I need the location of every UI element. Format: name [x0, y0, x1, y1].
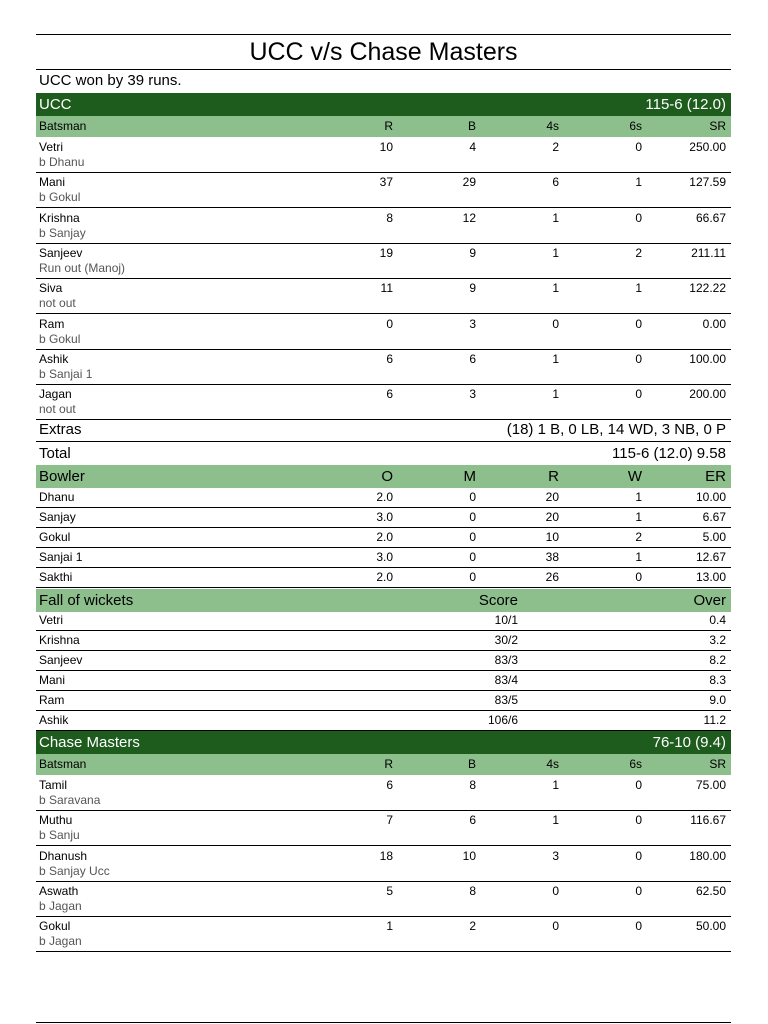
fow-over: 11.2	[703, 713, 726, 727]
innings2-batting-header	[36, 754, 731, 775]
strike-rate: 50.00	[695, 919, 726, 934]
strike-rate: 75.00	[695, 778, 726, 792]
runs: 6	[386, 387, 393, 402]
col-runs-conceded: R	[548, 468, 559, 485]
fow-over: 8.2	[709, 653, 726, 667]
sixes: 0	[635, 351, 642, 366]
economy: 12.67	[695, 550, 726, 564]
col-strike-rate: SR	[709, 119, 726, 133]
dismissal: b Sanjai 1	[39, 366, 93, 381]
fours: 1	[552, 210, 559, 225]
fow-row	[36, 711, 731, 731]
fow-row	[36, 671, 731, 691]
balls: 2	[469, 919, 476, 934]
match-result: UCC won by 39 runs.	[39, 72, 182, 89]
dismissal: not out	[39, 402, 76, 417]
innings1-bowling-header	[36, 465, 731, 488]
fow-row	[36, 651, 731, 671]
overs: 2.0	[376, 570, 393, 584]
batsman-name: Muthu	[39, 813, 73, 828]
fow-batsman: Ashik	[39, 713, 69, 727]
col-maidens: M	[463, 468, 476, 485]
col-balls: B	[467, 119, 476, 133]
batsman-row	[36, 349, 731, 385]
balls: 29	[462, 175, 476, 190]
sixes: 0	[635, 387, 642, 402]
extras-value: (18) 1 B, 0 LB, 14 WD, 3 NB, 0 P	[506, 421, 726, 438]
strike-rate: 62.50	[695, 883, 726, 898]
col-fours: 4s	[546, 119, 559, 133]
fow-batsman: Sanjeev	[39, 653, 83, 667]
maidens: 0	[469, 530, 476, 544]
economy: 5.00	[702, 530, 726, 544]
wickets: 1	[635, 550, 642, 564]
balls: 3	[469, 387, 476, 402]
fours: 2	[552, 140, 559, 154]
col-batsman: Batsman	[39, 119, 87, 133]
balls: 12	[462, 210, 476, 225]
col-sixes: 6s	[629, 757, 642, 771]
batsman-row	[36, 137, 731, 173]
batsman-row	[36, 916, 731, 952]
runs: 19	[379, 245, 393, 260]
col-overs: O	[381, 468, 393, 485]
fours: 1	[552, 813, 559, 828]
innings2-header	[36, 731, 731, 754]
innings2-team: Chase Masters	[39, 734, 140, 751]
overs: 3.0	[376, 550, 393, 564]
col-bowler: Bowler	[39, 468, 85, 485]
dismissal: b Gokul	[39, 190, 81, 205]
batsman-name: Aswath	[39, 883, 79, 898]
bowler-row	[36, 568, 731, 588]
strike-rate: 200.00	[689, 387, 726, 402]
batsman-row	[36, 172, 731, 208]
fow-batsman: Krishna	[39, 633, 80, 647]
dismissal: b Saravana	[39, 793, 101, 807]
col-strike-rate: SR	[709, 757, 726, 771]
runs: 37	[379, 175, 393, 190]
fours: 1	[552, 245, 559, 260]
batsman-name: Jagan	[39, 387, 72, 402]
fours: 0	[552, 316, 559, 331]
fours: 1	[552, 351, 559, 366]
batsman-name: Gokul	[39, 919, 71, 934]
fow-score: 30/2	[494, 633, 518, 647]
runs: 0	[386, 316, 393, 331]
bowler-name: Sanjai 1	[39, 550, 83, 564]
batsman-name: Sanjeev	[39, 245, 83, 260]
runs-conceded: 26	[545, 570, 559, 584]
batsman-row	[36, 881, 731, 917]
strike-rate: 116.67	[690, 813, 726, 828]
col-fow-score: Score	[478, 592, 518, 609]
sixes: 1	[635, 281, 642, 296]
fow-score: 83/4	[494, 673, 518, 687]
balls: 6	[469, 351, 476, 366]
runs: 18	[379, 848, 393, 863]
balls: 10	[462, 848, 476, 863]
dismissal: b Dhanu	[39, 155, 85, 169]
sixes: 0	[635, 316, 642, 331]
runs-conceded: 20	[545, 510, 559, 524]
balls: 8	[469, 778, 476, 792]
batsman-row	[36, 243, 731, 279]
innings1-extras	[36, 418, 731, 442]
total-value: 115-6 (12.0) 9.58	[612, 445, 726, 462]
sixes: 0	[635, 140, 642, 154]
col-fall-of-wickets: Fall of wickets	[39, 592, 134, 609]
batsman-row	[36, 314, 731, 350]
runs: 8	[386, 210, 393, 225]
sixes: 2	[635, 245, 642, 260]
bowler-name: Sakthi	[39, 570, 73, 584]
overs: 3.0	[376, 510, 393, 524]
runs: 1	[386, 919, 393, 934]
fow-score: 83/5	[494, 693, 518, 707]
batsman-row	[36, 208, 731, 244]
bowler-row	[36, 508, 731, 528]
balls: 6	[469, 813, 476, 828]
strike-rate: 100.00	[689, 351, 726, 366]
dismissal: not out	[39, 296, 76, 311]
batsman-row	[36, 810, 731, 846]
col-economy: ER	[705, 468, 726, 485]
fours: 3	[552, 848, 559, 863]
batsman-row	[36, 775, 731, 811]
innings1-score: 115-6 (12.0)	[645, 96, 726, 113]
batsman-name: Ram	[39, 316, 65, 331]
fow-row	[36, 631, 731, 651]
balls: 9	[469, 245, 476, 260]
maidens: 0	[469, 510, 476, 524]
col-fours: 4s	[546, 757, 559, 771]
col-runs: R	[384, 757, 393, 771]
strike-rate: 127.59	[689, 175, 726, 190]
balls: 4	[469, 140, 476, 154]
strike-rate: 250.00	[689, 140, 726, 154]
sixes: 0	[635, 919, 642, 934]
runs: 5	[386, 883, 393, 898]
fow-score: 106/6	[487, 713, 518, 727]
total-label: Total	[39, 445, 71, 462]
dismissal: b Jagan	[39, 898, 82, 913]
wickets: 2	[635, 530, 642, 544]
batsman-name: Tamil	[39, 778, 68, 792]
col-runs: R	[384, 119, 393, 133]
wickets: 1	[635, 490, 642, 504]
strike-rate: 122.22	[689, 281, 726, 296]
batsman-name: Dhanush	[39, 848, 88, 863]
sixes: 1	[635, 175, 642, 190]
overs: 2.0	[376, 530, 393, 544]
runs: 7	[386, 813, 393, 828]
sixes: 0	[635, 778, 642, 792]
col-batsman: Batsman	[39, 757, 87, 771]
sixes: 0	[635, 210, 642, 225]
bowler-name: Sanjay	[39, 510, 76, 524]
maidens: 0	[469, 490, 476, 504]
batsman-row	[36, 846, 731, 882]
fow-over: 8.3	[709, 673, 726, 687]
fow-over: 3.2	[709, 633, 726, 647]
fours: 1	[552, 387, 559, 402]
balls: 3	[469, 316, 476, 331]
maidens: 0	[469, 550, 476, 564]
runs: 11	[380, 281, 393, 296]
dismissal: b Sanjay Ucc	[39, 863, 110, 878]
bowler-name: Gokul	[39, 530, 71, 544]
runs: 6	[386, 778, 393, 792]
bowler-row	[36, 528, 731, 548]
fours: 6	[552, 175, 559, 190]
fow-score: 10/1	[494, 613, 518, 627]
dismissal: b Sanju	[39, 828, 80, 843]
overs: 2.0	[376, 490, 393, 504]
balls: 9	[469, 281, 476, 296]
batsman-name: Siva	[39, 281, 63, 296]
batsman-row	[36, 278, 731, 314]
dismissal: b Gokul	[39, 331, 81, 346]
innings1-team: UCC	[39, 96, 72, 113]
fow-score: 83/3	[494, 653, 518, 667]
batsman-name: Ashik	[39, 351, 69, 366]
fow-row	[36, 691, 731, 711]
fow-over: 0.4	[709, 613, 726, 627]
innings1-fow-header	[36, 589, 731, 612]
strike-rate: 180.00	[689, 848, 726, 863]
fow-row	[36, 611, 731, 631]
top-rule	[36, 34, 731, 35]
bowler-row	[36, 548, 731, 568]
bowler-row	[36, 488, 731, 508]
wickets: 0	[635, 570, 642, 584]
innings1-header	[36, 93, 731, 116]
extras-label: Extras	[39, 421, 82, 438]
fow-batsman: Ram	[39, 693, 65, 707]
sixes: 0	[635, 848, 642, 863]
fow-over: 9.0	[709, 693, 726, 707]
batsman-name: Vetri	[39, 140, 64, 154]
runs-conceded: 20	[545, 490, 559, 504]
wickets: 1	[635, 510, 642, 524]
balls: 8	[469, 883, 476, 898]
batsman-name: Krishna	[39, 210, 80, 225]
sixes: 0	[635, 883, 642, 898]
strike-rate: 66.67	[695, 210, 726, 225]
fow-batsman: Mani	[39, 673, 66, 687]
runs: 10	[379, 140, 393, 154]
col-sixes: 6s	[629, 119, 642, 133]
fours: 0	[552, 883, 559, 898]
runs-conceded: 10	[545, 530, 559, 544]
strike-rate: 211.11	[691, 245, 726, 260]
innings2-score: 76-10 (9.4)	[652, 734, 726, 751]
batsman-row	[36, 384, 731, 420]
fours: 1	[552, 281, 559, 296]
innings1-batting-header	[36, 116, 731, 137]
economy: 10.00	[695, 490, 726, 504]
economy: 6.67	[702, 510, 726, 524]
strike-rate: 0.00	[702, 316, 726, 331]
maidens: 0	[469, 570, 476, 584]
col-balls: B	[467, 757, 476, 771]
runs-conceded: 38	[545, 550, 559, 564]
bottom-rule	[36, 1022, 731, 1023]
col-fow-over: Over	[693, 592, 726, 609]
dismissal: Run out (Manoj)	[39, 260, 126, 275]
sixes: 0	[635, 813, 642, 828]
page-title: UCC v/s Chase Masters	[249, 38, 518, 66]
batsman-name: Mani	[39, 175, 66, 190]
innings1-total	[36, 442, 731, 466]
runs: 6	[386, 351, 393, 366]
col-wickets: W	[627, 468, 642, 485]
economy: 13.00	[695, 570, 726, 584]
dismissal: b Sanjay	[39, 225, 86, 240]
fours: 1	[552, 778, 559, 792]
bowler-name: Dhanu	[39, 490, 75, 504]
fours: 0	[552, 919, 559, 934]
fow-batsman: Vetri	[39, 613, 64, 627]
dismissal: b Jagan	[39, 934, 82, 949]
